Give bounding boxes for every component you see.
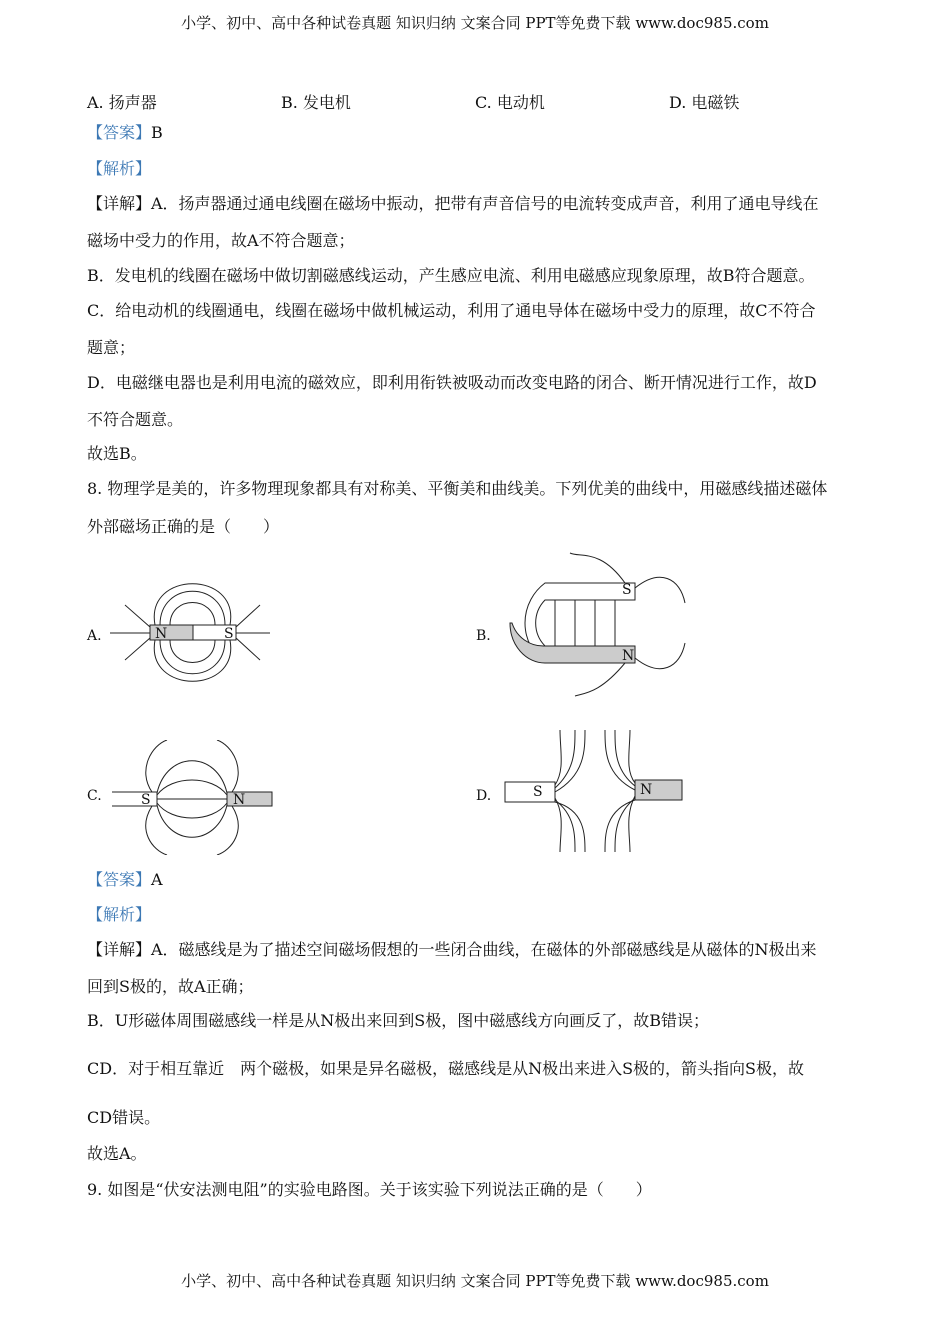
explanation-line: D．电磁继电器也是利用电流的磁效应，即利用衔铁被吸动而改变电路的闭合、断开情况进行工作，故D — [87, 373, 817, 392]
explanation-line: B．U形磁体周围磁感线一样是从N极出来回到S极，图中磁感线方向画反了，故B错误； — [87, 1011, 709, 1030]
pole-s: S — [224, 626, 234, 642]
pole-n: N — [233, 792, 246, 808]
analysis-tag: 【解析】 — [87, 905, 152, 924]
figure-c-label: C. — [87, 788, 102, 804]
option-b: B. 发电机 — [281, 93, 351, 112]
explanation-line: CD．对于相互靠近 两个磁极，如果是异名磁极，磁感线是从N极出来进入S极的，箭头指向S极，故 — [87, 1059, 804, 1078]
page-header: 小学、初中、高中各种试卷真题 知识归纳 文案合同 PPT等免费下载 www.doc985.com — [181, 14, 769, 32]
answer-value: B — [151, 123, 163, 142]
figure-b-u-magnet — [500, 548, 690, 698]
answer-tag: 【答案】 — [87, 123, 152, 142]
figure-d-magnets — [500, 730, 685, 855]
explanation-line: 故选A。 — [87, 1144, 147, 1163]
explanation-line: 【详解】A．磁感线是为了描述空间磁场假想的一些闭合曲线，在磁体的外部磁感线是从磁体的N极出来 — [87, 940, 817, 959]
answer-tag: 【答案】 — [87, 870, 152, 889]
pole-s: S — [622, 582, 632, 598]
pole-n: N — [640, 782, 653, 798]
figure-d-label: D. — [476, 788, 492, 804]
question-8-stem: 外部磁场正确的是（ ） — [87, 517, 280, 536]
pole-n: N — [155, 626, 168, 642]
analysis-tag: 【解析】 — [87, 159, 152, 178]
figure-c-magnets — [112, 740, 277, 855]
option-a: A. 扬声器 — [87, 93, 157, 112]
option-d: D. 电磁铁 — [669, 93, 740, 112]
explanation-line: 故选B。 — [87, 444, 147, 463]
explanation-line: B．发电机的线圈在磁场中做切割磁感线运动，产生感应电流、利用电磁感应现象原理，故B符合题意。 — [87, 266, 815, 285]
explanation-line: 磁场中受力的作用，故A不符合题意； — [87, 231, 355, 250]
answer-line — [87, 123, 163, 143]
figure-a-bar-magnet — [110, 565, 280, 700]
pole-n: N — [622, 648, 635, 664]
explanation-line: 不符合题意。 — [87, 410, 184, 429]
explanation-line: CD错误。 — [87, 1108, 161, 1127]
pole-s: S — [533, 784, 543, 800]
figure-b-label: B. — [476, 628, 491, 644]
answer-value: A — [151, 870, 163, 889]
option-c: C. 电动机 — [475, 93, 545, 112]
pole-s: S — [141, 792, 151, 808]
explanation-line: 题意； — [87, 338, 136, 357]
explanation-line: C．给电动机的线圈通电，线圈在磁场中做机械运动，利用了通电导体在磁场中受力的原理，故C不符合 — [87, 301, 816, 320]
explanation-line: 【详解】A．扬声器通过通电线圈在磁场中振动，把带有声音信号的电流转变成声音，利用了通电导线在 — [87, 194, 819, 213]
figure-a-label: A. — [87, 628, 102, 644]
answer-line — [87, 870, 163, 890]
question-8-stem: 8. 物理学是美的，许多物理现象都具有对称美、平衡美和曲线美。下列优美的曲线中，用磁感线描述磁体 — [87, 479, 828, 498]
page-footer: 小学、初中、高中各种试卷真题 知识归纳 文案合同 PPT等免费下载 www.doc985.com — [181, 1272, 769, 1290]
question-9-stem: 9. 如图是“伏安法测电阻”的实验电路图。关于该实验下列说法正确的是（ ） — [87, 1180, 652, 1199]
explanation-line: 回到S极的，故A正确； — [87, 977, 254, 996]
